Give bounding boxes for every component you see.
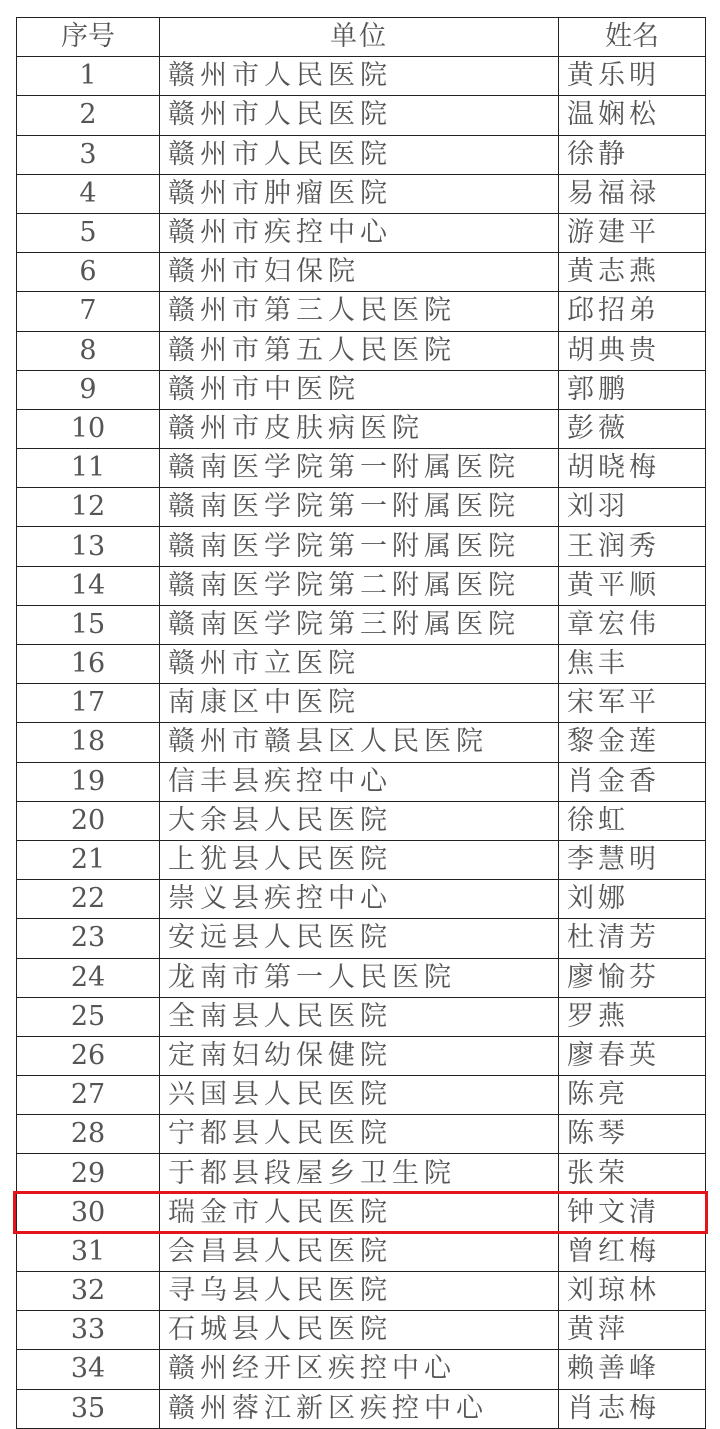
row-name-cell: 廖春英	[559, 1036, 706, 1075]
header-name: 姓名	[559, 18, 706, 57]
row-unit-cell: 赣南医学院第二附属医院	[160, 566, 559, 605]
row-name-cell: 钟文清	[559, 1193, 706, 1232]
row-unit-cell: 信丰县疾控中心	[160, 762, 559, 801]
row-name-cell: 胡晓梅	[559, 449, 706, 488]
table-row	[17, 605, 706, 644]
table-header-row	[17, 18, 706, 57]
row-unit-cell: 赣州市疾控中心	[160, 213, 559, 252]
row-name-cell: 王润秀	[559, 527, 706, 566]
table-row	[17, 370, 706, 409]
row-unit-cell: 赣州市皮肤病医院	[160, 409, 559, 448]
row-unit-cell: 赣南医学院第一附属医院	[160, 488, 559, 527]
row-unit-cell: 赣州市中医院	[160, 370, 559, 409]
table-row	[17, 1115, 706, 1154]
row-index-cell: 16	[17, 645, 160, 684]
personnel-table	[16, 17, 706, 1429]
row-index-cell: 2	[17, 96, 160, 135]
row-name-cell: 焦丰	[559, 645, 706, 684]
row-name-cell: 赖善峰	[559, 1350, 706, 1389]
row-name-cell: 黄萍	[559, 1311, 706, 1350]
row-name-cell: 肖金香	[559, 762, 706, 801]
row-name-cell: 刘琼林	[559, 1272, 706, 1311]
row-index-cell: 9	[17, 370, 160, 409]
row-unit-cell: 赣州市赣县区人民医院	[160, 723, 559, 762]
row-unit-cell: 赣州市立医院	[160, 645, 559, 684]
row-index-cell: 32	[17, 1272, 160, 1311]
row-name-cell: 黎金莲	[559, 723, 706, 762]
table-row	[17, 880, 706, 919]
row-unit-cell: 崇义县疾控中心	[160, 880, 559, 919]
row-unit-cell: 宁都县人民医院	[160, 1115, 559, 1154]
row-index-cell: 27	[17, 1076, 160, 1115]
table-row	[17, 997, 706, 1036]
row-name-cell: 陈琴	[559, 1115, 706, 1154]
row-unit-cell: 赣南医学院第一附属医院	[160, 527, 559, 566]
row-name-cell: 宋军平	[559, 684, 706, 723]
row-index-cell: 17	[17, 684, 160, 723]
row-name-cell: 徐虹	[559, 801, 706, 840]
row-unit-cell: 赣州市人民医院	[160, 57, 559, 96]
table-row	[17, 723, 706, 762]
row-name-cell: 黄志燕	[559, 253, 706, 292]
row-index-cell: 18	[17, 723, 160, 762]
row-index-cell: 5	[17, 213, 160, 252]
table-row	[17, 1036, 706, 1075]
row-name-cell: 肖志梅	[559, 1389, 706, 1428]
row-unit-cell: 龙南市第一人民医院	[160, 958, 559, 997]
row-unit-cell: 赣州市人民医院	[160, 135, 559, 174]
row-name-cell: 陈亮	[559, 1076, 706, 1115]
row-index-cell: 35	[17, 1389, 160, 1428]
row-name-cell: 罗燕	[559, 997, 706, 1036]
row-index-cell: 31	[17, 1232, 160, 1271]
row-name-cell: 易福禄	[559, 174, 706, 213]
table-row	[17, 566, 706, 605]
row-index-cell: 25	[17, 997, 160, 1036]
row-unit-cell: 赣州市第五人民医院	[160, 331, 559, 370]
row-unit-cell: 南康区中医院	[160, 684, 559, 723]
row-unit-cell: 赣州市肿瘤医院	[160, 174, 559, 213]
table-row	[17, 684, 706, 723]
table-row	[17, 213, 706, 252]
table-row	[17, 174, 706, 213]
table-row	[17, 292, 706, 331]
row-name-cell: 张荣	[559, 1154, 706, 1193]
row-unit-cell: 瑞金市人民医院	[160, 1193, 559, 1232]
table-row	[17, 253, 706, 292]
header-index: 序号	[17, 18, 160, 57]
table-row	[17, 919, 706, 958]
row-name-cell: 曾红梅	[559, 1232, 706, 1271]
row-name-cell: 胡典贵	[559, 331, 706, 370]
row-index-cell: 30	[17, 1193, 160, 1232]
row-unit-cell: 寻乌县人民医院	[160, 1272, 559, 1311]
table-body	[17, 57, 706, 1429]
personnel-table-sheet	[16, 17, 705, 1429]
row-unit-cell: 全南县人民医院	[160, 997, 559, 1036]
table-row	[17, 331, 706, 370]
table-row	[17, 1311, 706, 1350]
table-row	[17, 135, 706, 174]
row-unit-cell: 赣州市人民医院	[160, 96, 559, 135]
table-row	[17, 958, 706, 997]
row-unit-cell: 赣州市妇保院	[160, 253, 559, 292]
table-row	[17, 840, 706, 879]
row-index-cell: 22	[17, 880, 160, 919]
row-index-cell: 14	[17, 566, 160, 605]
row-unit-cell: 兴国县人民医院	[160, 1076, 559, 1115]
table-row	[17, 96, 706, 135]
row-index-cell: 6	[17, 253, 160, 292]
table-row	[17, 645, 706, 684]
table-row	[17, 762, 706, 801]
row-name-cell: 黄平顺	[559, 566, 706, 605]
row-index-cell: 13	[17, 527, 160, 566]
row-index-cell: 4	[17, 174, 160, 213]
row-unit-cell: 赣州经开区疾控中心	[160, 1350, 559, 1389]
row-unit-cell: 赣州蓉江新区疾控中心	[160, 1389, 559, 1428]
row-index-cell: 7	[17, 292, 160, 331]
table-row	[17, 1350, 706, 1389]
row-index-cell: 21	[17, 840, 160, 879]
table-row	[17, 409, 706, 448]
table-row	[17, 1076, 706, 1115]
row-index-cell: 3	[17, 135, 160, 174]
header-unit: 单位	[160, 18, 559, 57]
row-name-cell: 徐静	[559, 135, 706, 174]
row-name-cell: 彭薇	[559, 409, 706, 448]
row-index-cell: 10	[17, 409, 160, 448]
row-name-cell: 章宏伟	[559, 605, 706, 644]
row-unit-cell: 安远县人民医院	[160, 919, 559, 958]
row-index-cell: 29	[17, 1154, 160, 1193]
row-unit-cell: 会昌县人民医院	[160, 1232, 559, 1271]
row-index-cell: 19	[17, 762, 160, 801]
row-name-cell: 刘羽	[559, 488, 706, 527]
row-name-cell: 刘娜	[559, 880, 706, 919]
table-row	[17, 1193, 706, 1232]
row-name-cell: 杜清芳	[559, 919, 706, 958]
table-row	[17, 57, 706, 96]
row-name-cell: 温娴松	[559, 96, 706, 135]
row-unit-cell: 石城县人民医院	[160, 1311, 559, 1350]
row-name-cell: 郭鹏	[559, 370, 706, 409]
row-name-cell: 黄乐明	[559, 57, 706, 96]
row-index-cell: 8	[17, 331, 160, 370]
table-row	[17, 1154, 706, 1193]
row-index-cell: 28	[17, 1115, 160, 1154]
row-unit-cell: 赣南医学院第一附属医院	[160, 449, 559, 488]
table-row	[17, 801, 706, 840]
table-row	[17, 1232, 706, 1271]
table-row	[17, 449, 706, 488]
row-name-cell: 邱招弟	[559, 292, 706, 331]
row-unit-cell: 赣州市第三人民医院	[160, 292, 559, 331]
row-unit-cell: 大余县人民医院	[160, 801, 559, 840]
row-name-cell: 廖愉芬	[559, 958, 706, 997]
row-name-cell: 游建平	[559, 213, 706, 252]
row-index-cell: 24	[17, 958, 160, 997]
row-name-cell: 李慧明	[559, 840, 706, 879]
row-index-cell: 15	[17, 605, 160, 644]
table-row	[17, 488, 706, 527]
table-row	[17, 1272, 706, 1311]
row-index-cell: 20	[17, 801, 160, 840]
row-index-cell: 12	[17, 488, 160, 527]
row-index-cell: 33	[17, 1311, 160, 1350]
row-index-cell: 26	[17, 1036, 160, 1075]
row-unit-cell: 定南妇幼保健院	[160, 1036, 559, 1075]
row-index-cell: 1	[17, 57, 160, 96]
table-row	[17, 527, 706, 566]
row-unit-cell: 于都县段屋乡卫生院	[160, 1154, 559, 1193]
table-row	[17, 1389, 706, 1428]
row-index-cell: 11	[17, 449, 160, 488]
row-unit-cell: 赣南医学院第三附属医院	[160, 605, 559, 644]
row-index-cell: 34	[17, 1350, 160, 1389]
row-index-cell: 23	[17, 919, 160, 958]
row-unit-cell: 上犹县人民医院	[160, 840, 559, 879]
